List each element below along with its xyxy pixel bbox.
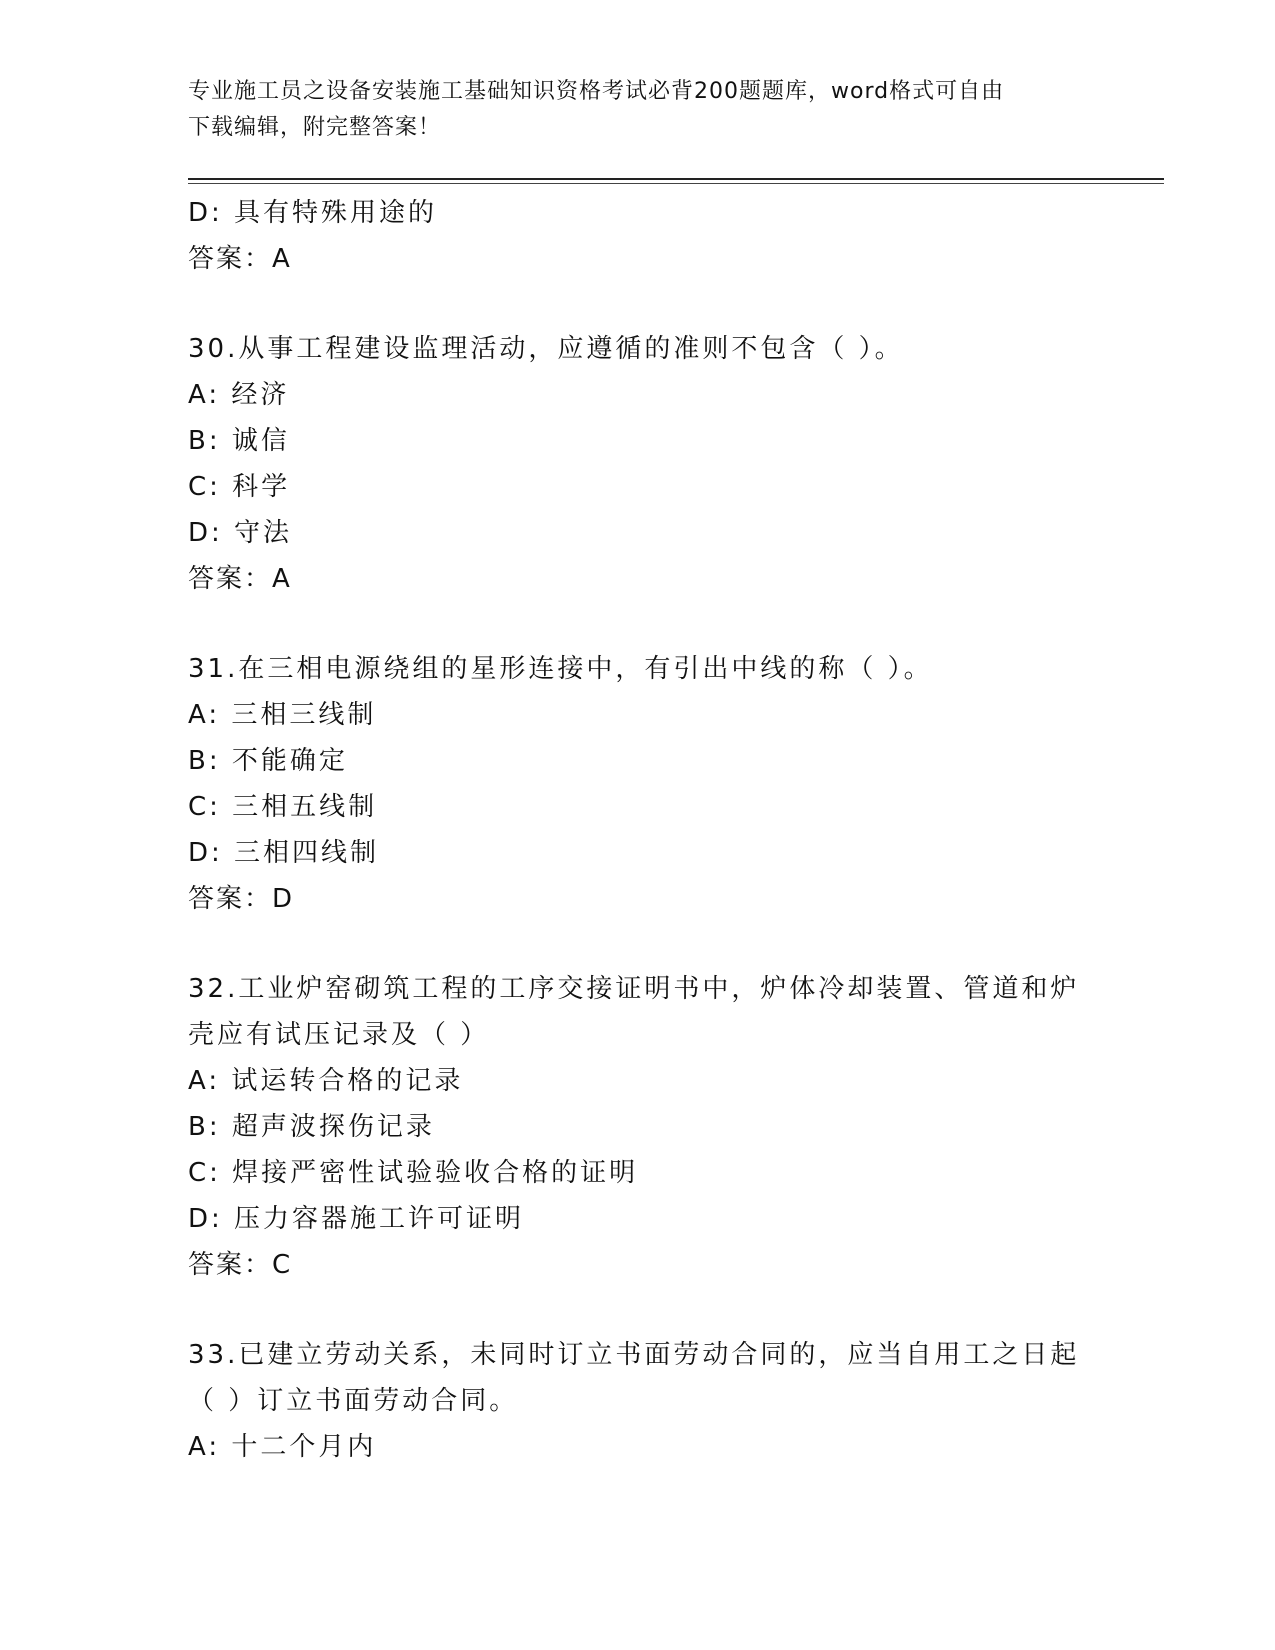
question-31: [188, 646, 1078, 922]
prev-answer: 答案：A: [188, 244, 292, 274]
option-d: D: 三相四线制: [188, 838, 380, 868]
question-stem-line-1: 32.工业炉窑砌筑工程的工序交接证明书中，炉体冷却装置、管道和炉: [188, 974, 1080, 1004]
question-32: [188, 966, 1078, 1288]
question-30: [188, 326, 1078, 602]
header-divider-thin: [188, 183, 1164, 184]
option-b: B: 不能确定: [188, 746, 348, 776]
option-b: B: 超声波探伤记录: [188, 1112, 435, 1142]
question-stem-line-2: 壳应有试压记录及（ ）: [188, 1020, 490, 1050]
question-33: [188, 1332, 1078, 1470]
question-list: [188, 190, 1078, 1470]
question-stem-line-1: 33.已建立劳动关系，未同时订立书面劳动合同的，应当自用工之日起: [188, 1340, 1080, 1370]
document-header: [188, 74, 1068, 146]
option-d: D: 守法: [188, 518, 293, 548]
answer: 答案：D: [188, 884, 295, 914]
header-line-1: 专业施工员之设备安装施工基础知识资格考试必背200题题库，word格式可自由: [188, 79, 1005, 104]
option-c: C: 科学: [188, 472, 291, 502]
question-stem: 30.从事工程建设监理活动，应遵循的准则不包含（ ）。: [188, 334, 904, 364]
option-a: A: 三相三线制: [188, 700, 377, 730]
answer: 答案：A: [188, 564, 292, 594]
option-a: A: 十二个月内: [188, 1432, 377, 1462]
header-line-2: 下载编辑，附完整答案！: [188, 115, 442, 140]
prev-option-d: D: 具有特殊用途的: [188, 198, 438, 228]
option-c: C: 焊接严密性试验验收合格的证明: [188, 1158, 639, 1188]
option-a: A: 试运转合格的记录: [188, 1066, 464, 1096]
option-d: D: 压力容器施工许可证明: [188, 1204, 525, 1234]
question-stem: 31.在三相电源绕组的星形连接中，有引出中线的称（ ）。: [188, 654, 933, 684]
answer: 答案：C: [188, 1250, 293, 1280]
question-stem-line-2: （ ）订立书面劳动合同。: [188, 1386, 519, 1416]
option-b: B: 诚信: [188, 426, 290, 456]
option-c: C: 三相五线制: [188, 792, 378, 822]
option-a: A: 经济: [188, 380, 290, 410]
header-divider-thick: [188, 178, 1164, 180]
